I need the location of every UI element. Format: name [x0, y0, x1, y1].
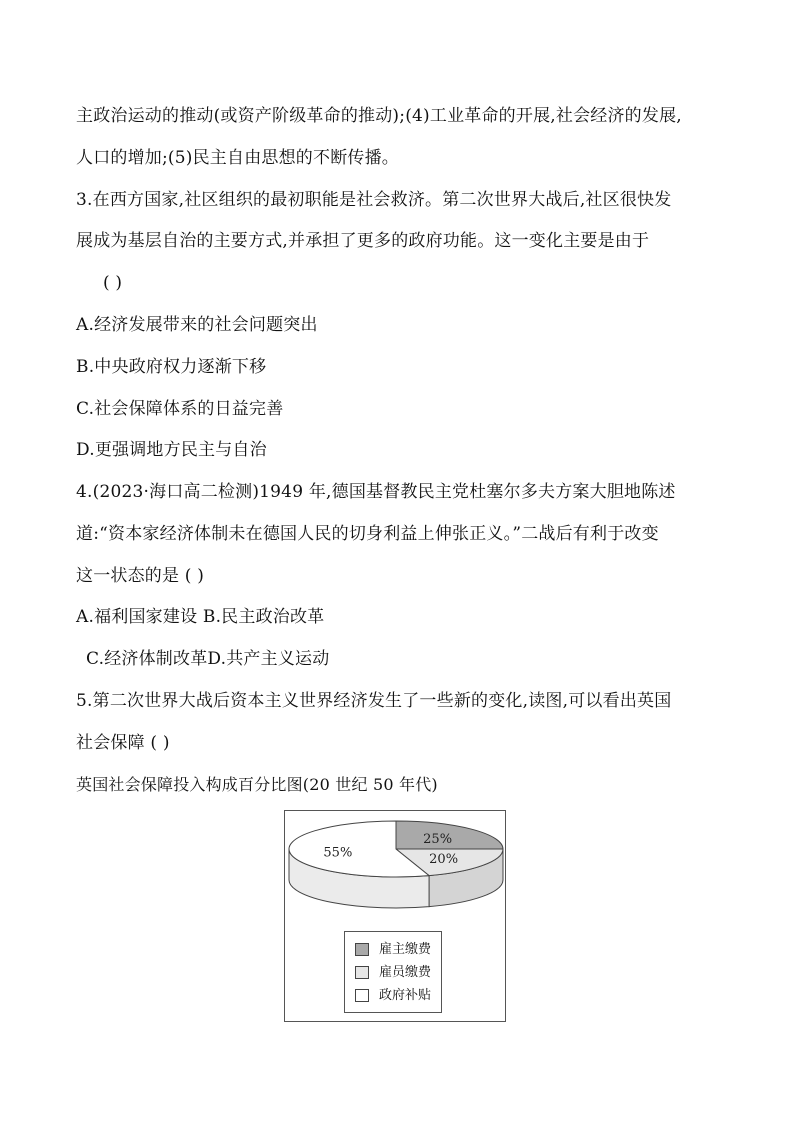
pie-chart [285, 811, 507, 931]
legend-label-employer: 雇主缴费 [379, 942, 432, 957]
legend-label-government: 政府补贴 [379, 988, 432, 1003]
legend-swatch-employer [355, 943, 369, 956]
pie-label-employee: 20% [429, 852, 459, 868]
answer-line-1: 主政治运动的推动(或资产阶级革命的推动);(4)工业革命的开展,社会经济的发展, [76, 106, 682, 126]
question-4-options-cd: C.经济体制改革D.共产主义运动 [86, 649, 330, 669]
question-4-line-2: 道:“资本家经济体制未在德国人民的切身利益上伸张正义。”二战后有利于改变 [76, 524, 659, 544]
legend-swatch-employee [355, 966, 369, 979]
chart-legend [344, 931, 442, 1013]
question-3-option-a: A.经济发展带来的社会问题突出 [76, 315, 318, 335]
legend-swatch-government [355, 989, 369, 1002]
pie-label-employer: 25% [423, 832, 453, 848]
question-3-line-2: 展成为基层自治的主要方式,并承担了更多的政府功能。这一变化主要是由于 [76, 231, 650, 251]
question-5-line-2: 社会保障 ( ) [76, 733, 170, 753]
question-3-line-1: 3.在西方国家,社区组织的最初职能是社会救济。第二次世界大战后,社区很快发 [76, 190, 672, 210]
legend-label-employee: 雇员缴费 [379, 965, 432, 980]
question-4-line-1: 4.(2023·海口高二检测)1949 年,德国基督教民主党杜塞尔多夫方案大胆地陈述 [76, 482, 676, 502]
answer-line-2: 人口的增加;(5)民主自由思想的不断传播。 [76, 148, 400, 168]
pie-label-government: 55% [323, 845, 353, 861]
pie-chart-figure [284, 810, 506, 1022]
question-3-option-d: D.更强调地方民主与自治 [76, 440, 267, 460]
question-3-option-c: C.社会保障体系的日益完善 [76, 399, 284, 419]
question-3-answer-blank: ( ) [103, 273, 123, 293]
question-4-line-3: 这一状态的是 ( ) [76, 566, 205, 586]
question-4-options-ab: A.福利国家建设 B.民主政治改革 [76, 607, 325, 627]
chart-caption: 英国社会保障投入构成百分比图(20 世纪 50 年代) [76, 775, 438, 794]
question-5-line-1: 5.第二次世界大战后资本主义世界经济发生了一些新的变化,读图,可以看出英国 [76, 691, 672, 711]
question-3-option-b: B.中央政府权力逐渐下移 [76, 357, 267, 377]
